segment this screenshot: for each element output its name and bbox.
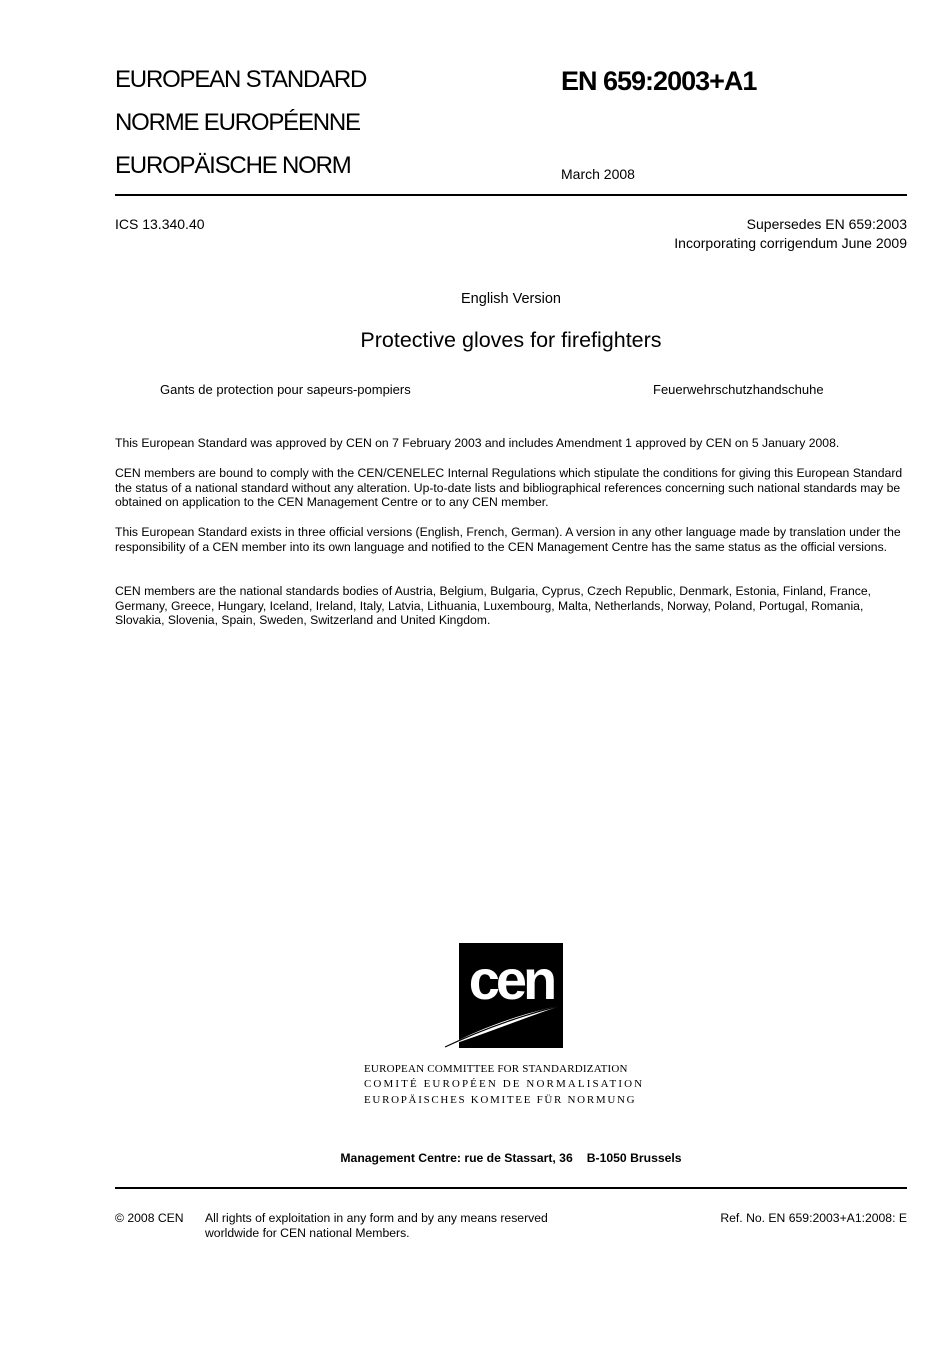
title-english: EUROPEAN STANDARD [115,66,367,93]
title-german: EUROPÄISCHE NORM [115,152,351,179]
regulations-paragraph: CEN members are bound to comply with the CEN/CENELEC Internal Regulations which stipulate the conditions for giving this European Standard the status of a national standard without any alteration. Up-to-date lists and bibliographical references concerning such national standards may be obtained on application to the CEN Management Centre or to any CEN member. [115,466,903,510]
supersedes-note: Supersedes EN 659:2003 [746,216,907,232]
versions-paragraph: This European Standard exists in three official versions (English, French, German). A version in any other language made by translation under the responsibility of a CEN member into its own language and notified to the CEN Management Centre has the same status as the official versions. [115,525,901,554]
approval-paragraph: This European Standard was approved by CEN on 7 February 2003 and includes Amendment 1 approved by CEN on 5 January 2008. [115,436,840,450]
footer-rule [115,1187,907,1189]
rights-statement [205,1211,548,1241]
cen-logo-icon [443,943,579,1051]
version-label: English Version [461,291,561,307]
reference-number: Ref. No. EN 659:2003+A1:2008: E [720,1211,907,1225]
title-german-translation: Feuerwehrschutzhandschuhe [653,382,824,397]
management-centre [115,1151,907,1165]
standard-number: EN 659:2003+A1 [561,66,757,96]
rights-line-2: worldwide for CEN national Members. [205,1226,410,1240]
committee-english: EUROPEAN COMMITTEE FOR STANDARDIZATION [364,1063,628,1075]
committee-french: COMITÉ EUROPÉEN DE NORMALISATION [364,1078,645,1090]
management-city: B-1050 Brussels [586,1151,682,1165]
cen-logo [443,943,579,1051]
cen-logo-text: cen [468,948,554,1011]
corrigendum-note: Incorporating corrigendum June 2009 [674,235,907,251]
title-french-translation: Gants de protection pour sapeurs-pompiers [160,382,411,397]
title-french: NORME EUROPÉENNE [115,109,360,136]
members-paragraph: CEN members are the national standards bodies of Austria, Belgium, Bulgaria, Cyprus, Czech Republic, Denmark, Estonia, Finland, France, Germany, Greece, Hungary, Iceland, Ireland, Italy, Latvia, Lithuania, Luxembourg, Malta, Netherlands, Norway, Poland, Portugal, Romania, Slovakia, Slovenia, Spain, Sweden, Switzerland and United Kingdom. [115,584,871,628]
header-rule [115,194,907,196]
ics-code: ICS 13.340.40 [115,216,205,232]
copyright: © 2008 CEN [115,1211,184,1225]
committee-german: EUROPÄISCHES KOMITEE FÜR NORMUNG [364,1094,637,1106]
management-address: Management Centre: rue de Stassart, 36 [340,1151,573,1165]
publication-date: March 2008 [561,166,635,182]
rights-line-1: All rights of exploitation in any form and by any means reserved [205,1211,548,1225]
main-title: Protective gloves for firefighters [360,328,662,352]
